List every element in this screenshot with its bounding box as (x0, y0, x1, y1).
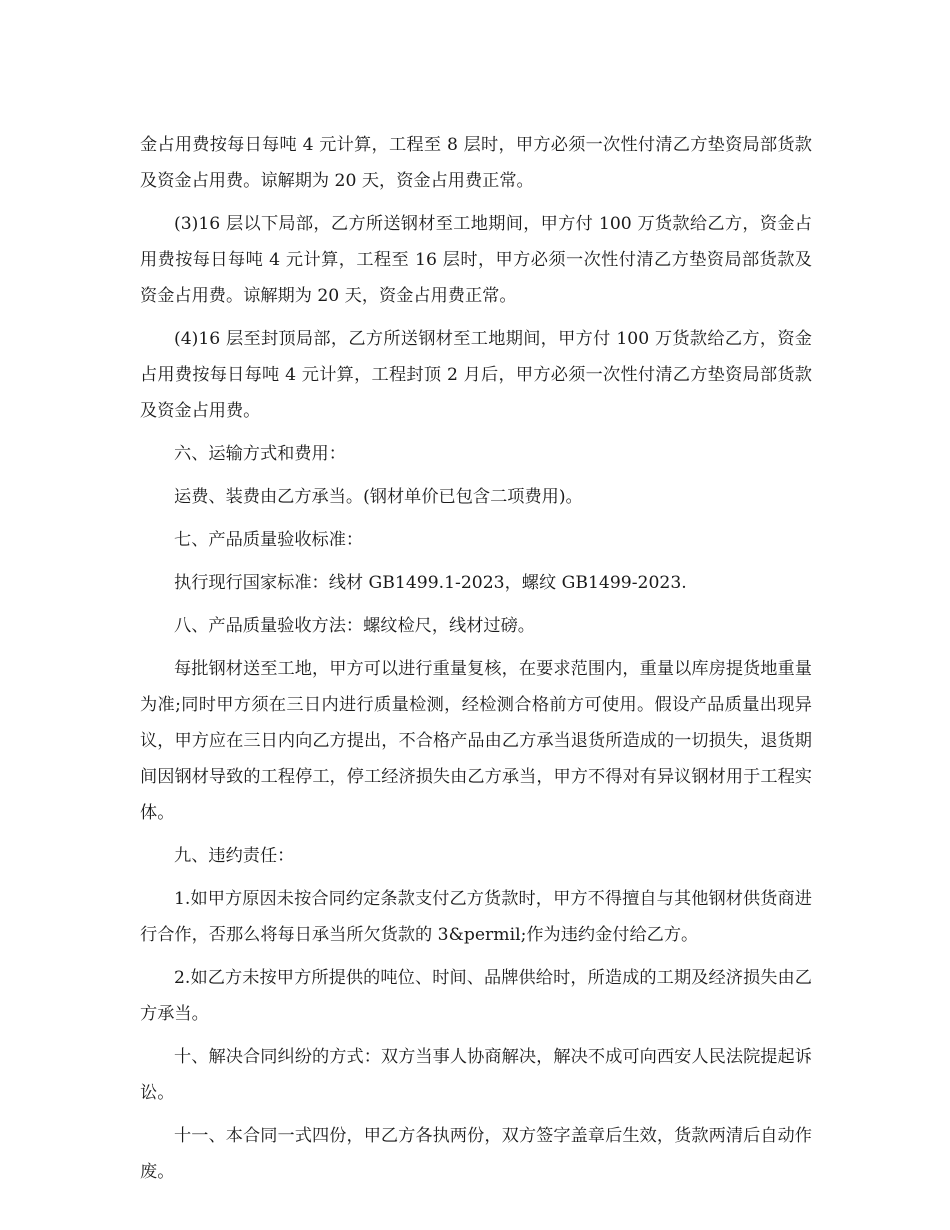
section-heading-quality-standard: 七、产品质量验收标准： (174, 530, 364, 550)
paragraph-dispute-resolution: 十、解决合同纠纷的方式：双方当事人协商解决，解决不成可向西安人民法院提起诉讼。 (140, 1047, 812, 1103)
paragraph-clause-3: (3)16 层以下局部，乙方所送钢材至工地期间，甲方付 100 万货款给乙方，资金占用费按每日每吨 4 元计算，工程至 16 层时，甲方必须一次性付清乙方垫资局部货款及资金占用费。谅解期为 20 天，资金占用费正常。 (140, 214, 812, 306)
paragraph-copies-validity: 十一、本合同一式四份，甲乙方各执两份，双方签字盖章后生效，货款两清后自动作废。 (140, 1126, 812, 1182)
paragraph-inspection: 每批钢材送至工地，甲方可以进行重量复核，在要求范围内，重量以库房提货地重量为准;同时甲方须在三日内进行质量检测，经检测合格前方可使用。假设产品质量出现异议，甲方应在三日内向乙方提出，不合格产品由乙方承当退货所造成的一切损失，退货期间因钢材导致的工程停工，停工经济损失由乙方承当，甲方不得对有异议钢材用于工程实体。 (140, 659, 812, 823)
paragraph-quality-standard: 执行现行国家标准：线材 GB1499.1-2023，螺纹 GB1499-2023. (174, 573, 687, 593)
section-heading-inspection-method: 八、产品质量验收方法：螺纹检尺，线材过磅。 (174, 616, 535, 636)
paragraph-continuation: 金占用费按每日每吨 4 元计算，工程至 8 层时，甲方必须一次性付清乙方垫资局部货款及资金占用费。谅解期为 20 天，资金占用费正常。 (140, 135, 812, 191)
section-heading-liability: 九、违约责任： (174, 846, 295, 866)
paragraph-liability-2: 2.如乙方未按甲方所提供的吨位、时间、品牌供给时，所造成的工期及经济损失由乙方承当。 (140, 968, 812, 1024)
document-body (140, 127, 812, 1197)
paragraph-clause-4: (4)16 层至封顶局部，乙方所送钢材至工地期间，甲方付 100 万货款给乙方，资金占用费按每日每吨 4 元计算，工程封顶 2 月后，甲方必须一次性付清乙方垫资局部货款及资金占用费。 (140, 329, 812, 421)
paragraph-liability-1: 1.如甲方原因未按合同约定条款支付乙方货款时，甲方不得擅自与其他钢材供货商进行合作，否那么将每日承当所欠货款的 3&permil;作为违约金付给乙方。 (140, 889, 812, 945)
paragraph-transport-cost: 运费、装费由乙方承当。(钢材单价已包含二项费用)。 (174, 487, 583, 507)
section-heading-transport: 六、运输方式和费用： (174, 444, 346, 464)
